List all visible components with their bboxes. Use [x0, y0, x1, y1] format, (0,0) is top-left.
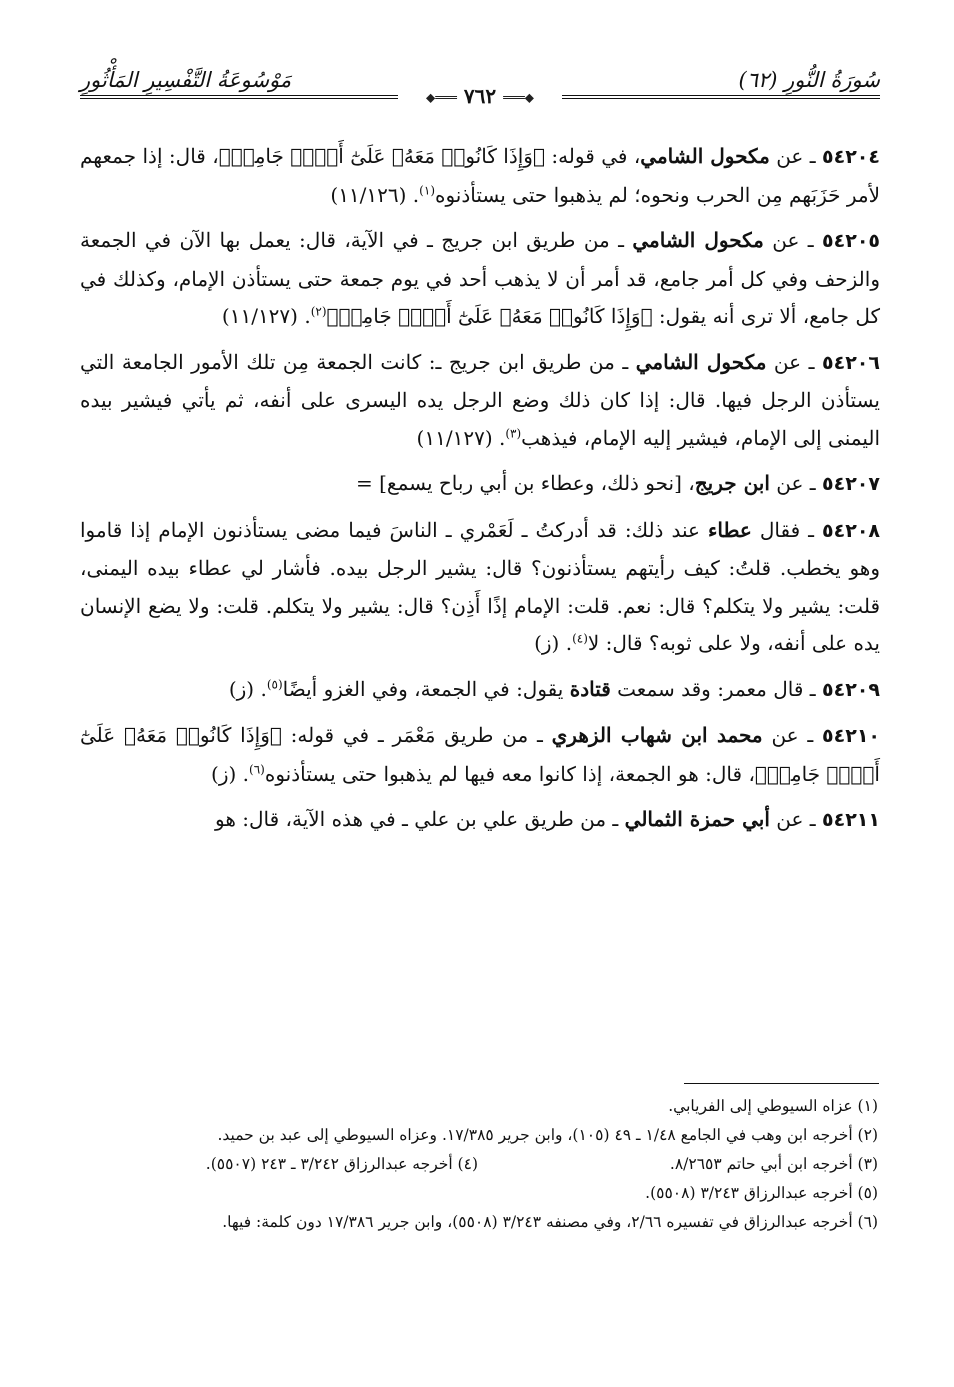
athar-entry [80, 465, 880, 504]
footnote: (٣) أخرجه ابن أبي حاتم ٨/٢٦٥٣. [669, 1155, 878, 1173]
athar-entry [80, 138, 880, 214]
footnote: (٤) أخرجه عبدالرزاق ٣/٢٤٢ ـ ٢٤٣ (٥٥٠٧). [205, 1155, 478, 1173]
ornament-left-icon: ◆═══ [426, 90, 457, 105]
narrator-name: أبي حمزة الثمالي [624, 807, 770, 831]
entry-text: ـ من طريق ابن جريج ـ في الآية، قال: يعمل بها الآن في الجمعة والزحف وفي كل أمر جامع، قد أمر أن لا يذهب أحد في يوم جمعة حتى يستأذن الإمام، وكذلك في كل جامع، ألا ترى أنه يقول: ﴿وَإِذَا كَانُوا۟ مَعَهُۥ عَلَىٰٓ أَمۡرٖ جَامِعٖ﴾ [80, 228, 880, 328]
entry-text: . [254, 676, 267, 701]
footnote-marker: (١) [419, 182, 435, 197]
entry-text: ـ عن [763, 228, 823, 252]
cross-reference: (ز) [228, 676, 255, 701]
footnote: (٦) أخرجه عبدالرزاق في تفسيره ٢/٦٦، وفي مصنفه ٣/٢٤٣ (٥٥٠٨)، وابن جرير ١٧/٣٨٦ دون كلمة: فيها. [222, 1213, 878, 1231]
cross-reference: (١١/١٢٧) [416, 425, 493, 450]
entry-number: ٥٤٢٠٧ [822, 473, 880, 495]
entry-text: . [297, 304, 311, 328]
entry-text: ـ من طريق ابن جريج ـ: كانت الجمعة مِن تلك الأمور الجامعة التي يستأذن الرجل فيها. قال: إذا كان ذلك وضع الرجل يده اليسرى على أنفه، ثم يأتي فيشير بيده اليمنى إلى الإمام، فيشير إليه الإمام، فيذهب [80, 349, 880, 450]
footnote-marker: (٤) [572, 631, 588, 646]
running-header [80, 58, 880, 110]
entry-text: ـ عن [769, 144, 823, 168]
narrator-name: مكحول الشامي [632, 228, 764, 252]
cross-reference: (١١/١٢٦) [330, 182, 407, 207]
entry-number: ٥٤٢٠٦ [822, 351, 880, 374]
footnote-marker: (٢) [310, 304, 327, 319]
athar-entry [80, 801, 880, 840]
athar-entry [80, 222, 880, 336]
page-number-box [410, 84, 550, 108]
entry-number: ٥٤٢٠٤ [822, 146, 880, 168]
footnote: (٢) أخرجه ابن وهب في الجامع ١/٤٨ ـ ٤٩ (١٠٥)، وابن جرير ١٧/٣٨٥. وعزاه السيوطي إلى عبد بن حميد. [217, 1126, 878, 1144]
entry-text: ، في قوله: ﴿وَإِذَا كَانُوا۟ مَعَهُۥ عَلَىٰٓ أَمۡرٖ جَامِعٖ﴾، قال: إذا جمعهم لأمر حَزَبَهم مِن الحرب ونحوه؛ لم يذهبوا حتى يستأذنوه [80, 144, 880, 207]
entry-number: ٥٤٢٠٨ [822, 519, 881, 542]
entry-number: ٥٤٢٠٩ [822, 678, 880, 701]
footnote-marker: (٣) [505, 425, 522, 440]
cross-reference: (ز) [211, 761, 237, 786]
narrator-name: قتادة [569, 676, 611, 701]
athar-entry [80, 344, 880, 458]
encyclopedia-title: مَوْسُوعَةُ التَّفْسِيرِ المَأْثُورِ [80, 68, 292, 92]
narrator-name: مكحول الشامي [635, 349, 767, 374]
entry-text: عند ذلك: قد أدركتُ ـ لَعَمْري ـ الناسَ فيما مضى يستأذنون الإمام إذا قاموا وهو يخطب. قلتُ: كيف رأيتهم يستأذنون؟ قال: يشير الرجل بيده. فأشار لي عطاء بيده اليمنى، قلت: يشير ولا يتكلم؟ قال: نعم. قلت: الإمام إذًا أَذِن؟ قال: يشير ولا يتكلم. قلت: ولا يضع الإنسان يده على أنفه، ولا على ثوبه؟ قال: لا [80, 517, 880, 655]
entry-text: ـ من طريق علي بن علي ـ في هذه الآية، قال: هو [215, 807, 625, 831]
entry-text: . [559, 631, 573, 655]
cross-reference: (١١/١٢٧) [221, 304, 298, 328]
entry-text: ـ من طريق مَعْمَر ـ في قوله: ﴿وَإِذَا كَانُوا۟ مَعَهُۥ عَلَىٰٓ أَمۡرٖ جَامِعٖ﴾، قال: هو الجمعة، إذا كانوا معه فيها لم يذهبوا حتى يستأذنوه [80, 723, 880, 786]
footnote-marker: (٦) [249, 761, 265, 776]
entry-text: ـ عن [766, 349, 823, 374]
narrator-name: عطاء [707, 517, 752, 542]
ornament-right-icon: ═══◆ [503, 90, 534, 105]
footnote: (١) عزاه السيوطي إلى الفريابي. [668, 1097, 878, 1115]
entry-text: ، [نحو ذلك، وعطاء بن أبي رباح يسمع] = [356, 471, 695, 495]
entry-text: ـ عن [769, 807, 823, 831]
entry-text: . [406, 182, 420, 207]
footnotes [78, 1092, 878, 1237]
entry-number: ٥٤٢١١ [822, 809, 880, 831]
entry-text: ـ عن [762, 723, 823, 747]
narrator-name: مكحول الشامي [640, 144, 770, 168]
entry-text: ـ قال معمر: وقد سمعت [610, 676, 823, 701]
athar-entry [80, 717, 880, 793]
entry-text: ـ عن [769, 471, 823, 495]
athar-entry [80, 671, 880, 710]
footnote-divider [684, 1083, 879, 1084]
footnote: (٥) أخرجه عبدالرزاق ٣/٢٤٣ (٥٥٠٨). [645, 1184, 878, 1202]
surah-title: سُورَةُ النُّورِ (٦٢) [738, 68, 880, 92]
narrator-name: محمد ابن شهاب الزهري [551, 723, 763, 747]
footnote-row [78, 1150, 878, 1179]
athar-entry [80, 512, 880, 663]
footnote-marker: (٥) [266, 676, 283, 691]
page-number: ٧٦٢ [463, 84, 497, 108]
narrator-name: ابن جريج [694, 471, 770, 495]
entry-number: ٥٤٢١٠ [822, 725, 881, 747]
entry-number: ٥٤٢٠٥ [822, 230, 881, 252]
entry-text: يقول: في الجمعة، وفي الغزو أيضًا [282, 676, 570, 701]
cross-reference: (ز) [534, 631, 560, 655]
entry-text: . [492, 425, 506, 450]
main-text [80, 138, 880, 848]
entry-text: ـ فقال [751, 517, 823, 542]
entry-text: . [236, 761, 250, 786]
